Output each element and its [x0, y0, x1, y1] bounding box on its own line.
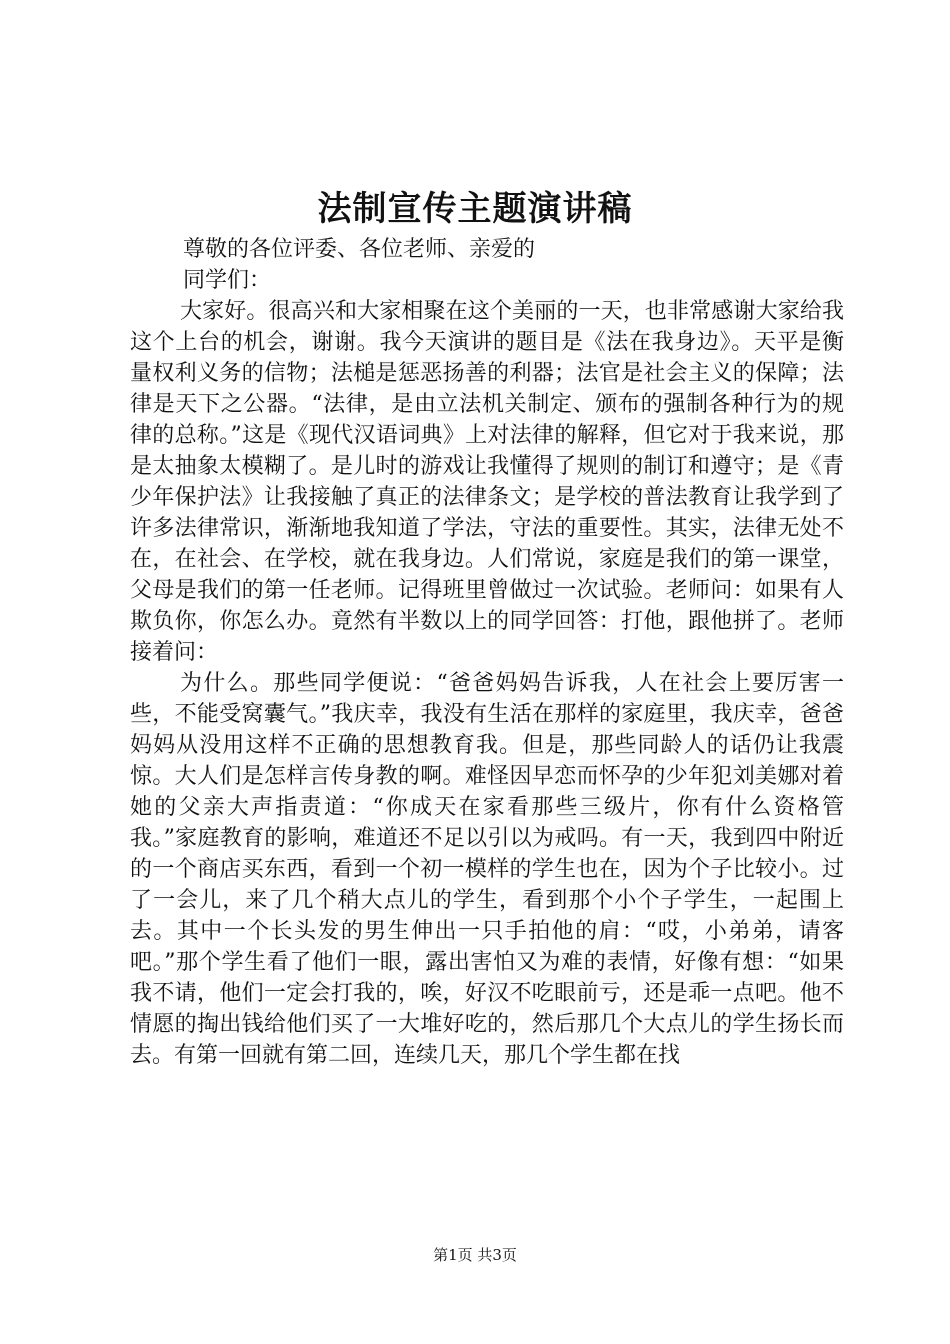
salutation-line: 尊敬的各位评委、各位老师、亲爱的 — [183, 237, 536, 262]
salutation-line: 同学们： — [183, 268, 272, 293]
document-body — [130, 296, 844, 1071]
salutation — [183, 234, 535, 296]
page-number-footer: 第1页 共3页 — [433, 1246, 517, 1264]
document-title: 法制宣传主题演讲稿 — [317, 189, 633, 229]
body-paragraph: 为什么。那些同学便说：“爸爸妈妈告诉我，人在社会上要厉害一些，不能受窝囊气。”我庆幸，我没有生活在那样的家庭里，我庆幸，爸爸妈妈从没用这样不正确的思想教育我。但是，那些同龄人的话仍让我震惊。大人们是怎样言传身教的啊。难怪因早恋而怀孕的少年犯刘美娜对着她的父亲大声指责道：“你成天在家看那些三级片，你有什么资格管我。”家庭教育的影响，难道还不足以引以为戒吗。有一天，我到四中附近的一个商店买东西，看到一个初一模样的学生也在，因为个子比较小。过了一会儿，来了几个稍大点儿的学生，看到那个小个子学生，一起围上去。其中一个长头发的男生伸出一只手拍他的肩：“哎，小弟弟，请客吧。”那个学生看了他们一眼，露出害怕又为难的表情，好像有想：“如果我不请，他们一定会打我的，唉，好汉不吃眼前亏，还是乖一点吧。他不情愿的掏出钱给他们买了一大堆好吃的，然后那几个大点儿的学生扬长而去。有第一回就有第二回，连续几天，那几个学生都在找 — [130, 671, 844, 1068]
body-paragraph: 大家好。很高兴和大家相聚在这个美丽的一天，也非常感谢大家给我这个上台的机会，谢谢。我今天演讲的题目是《法在我身边》。天平是衡量权利义务的信物；法槌是惩恶扬善的利器；法官是社会主义的保障；法律是天下之公器。“法律，是由立法机关制定、颁布的强制各种行为的规律的总称。”这是《现代汉语词典》上对法律的解释，但它对于我来说，那是太抽象太模糊了。是儿时的游戏让我懂得了规则的制订和遵守；是《青少年保护法》让我接触了真正的法律条文；是学校的普法教育让我学到了许多法律常识，渐渐地我知道了学法，守法的重要性。其实，法律无处不在，在社会、在学校，就在我身边。人们常说，家庭是我们的第一课堂，父母是我们的第一任老师。记得班里曾做过一次试验。老师问：如果有人欺负你，你怎么办。竟然有半数以上的同学回答：打他，跟他拼了。老师接着问： — [130, 299, 844, 665]
